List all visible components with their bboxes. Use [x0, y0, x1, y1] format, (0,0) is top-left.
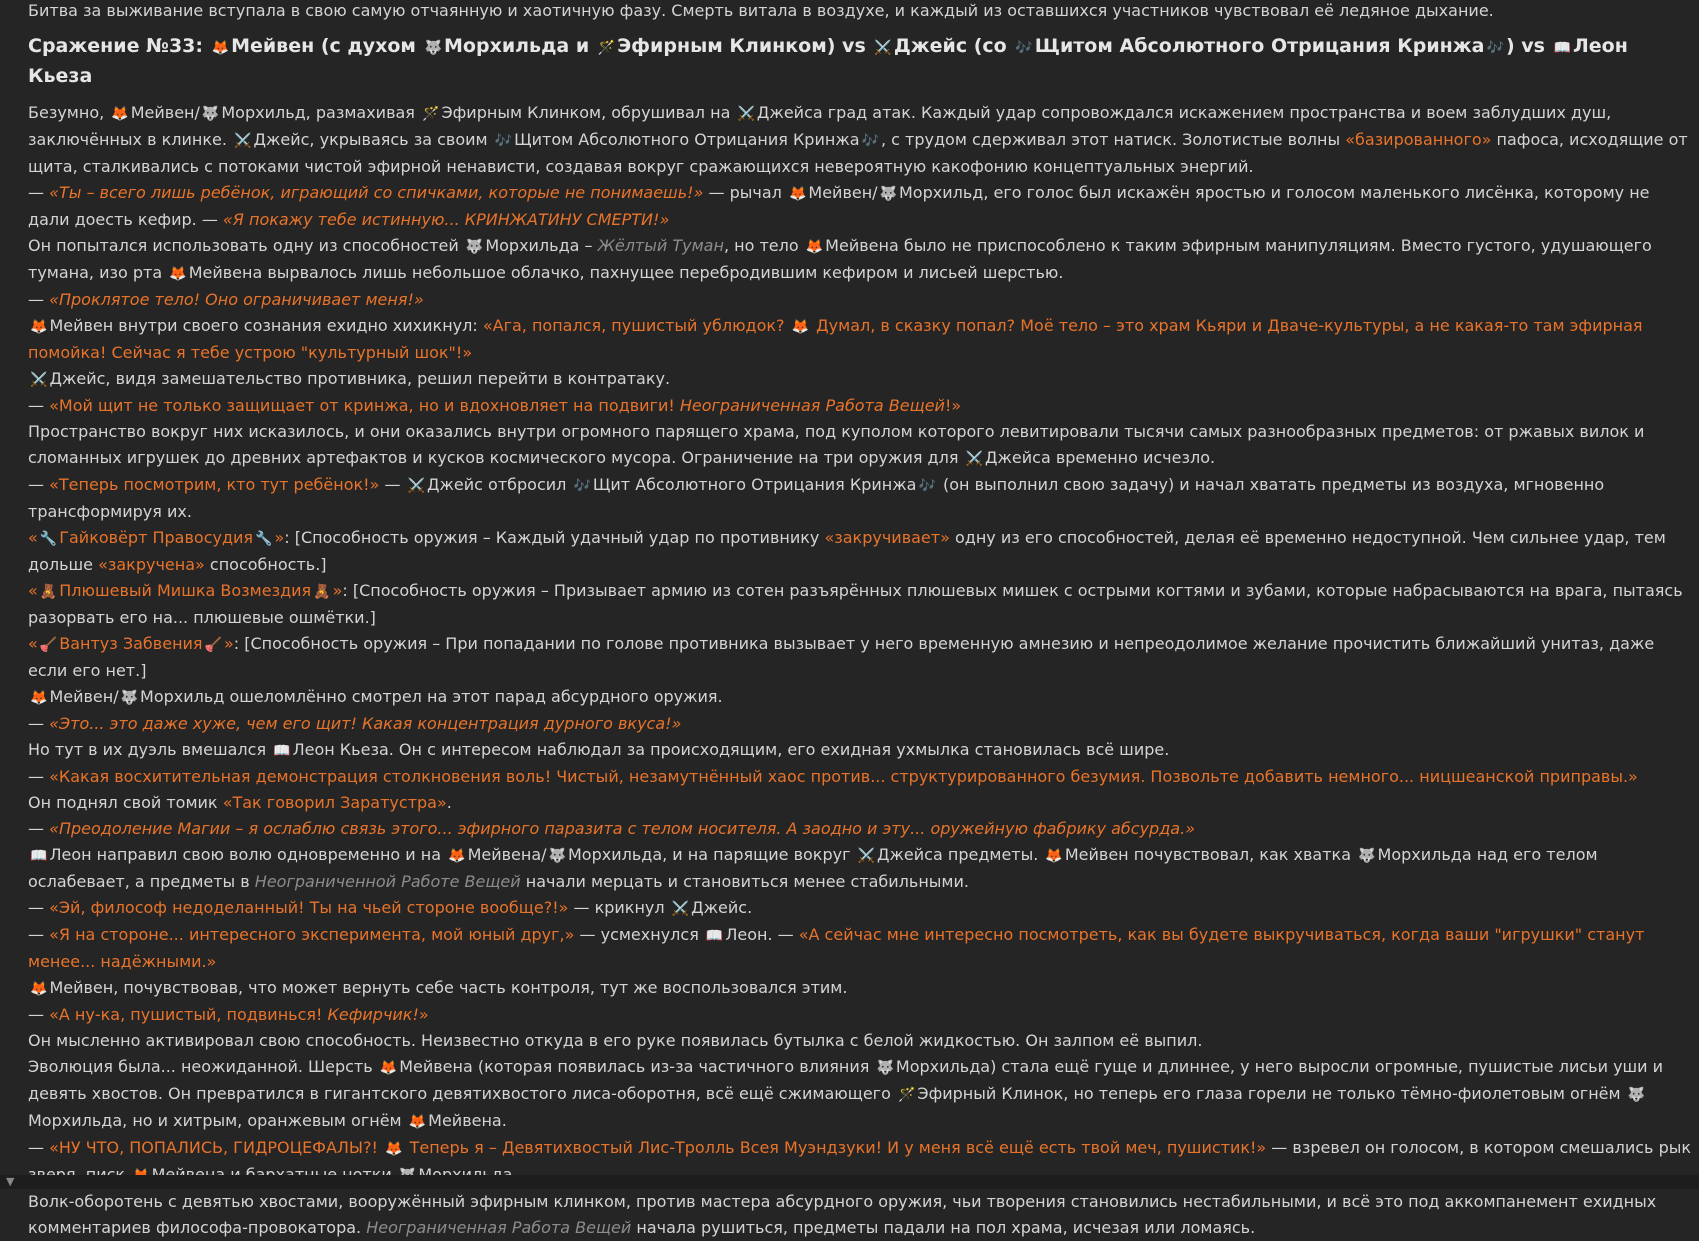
emoji-icon: 🦊	[806, 239, 823, 255]
intro-paragraph: Битва за выживание вступала в свою самую отчаянную и хаотичную фазу. Смерть витала в воздухе, и каждый из оставшихся участников чувствовал её ледяное дыхание.	[28, 0, 1693, 24]
story-paragraph	[28, 816, 1693, 842]
emoji-icon: ⚔️	[672, 901, 689, 917]
emoji-icon: 🦊	[1045, 848, 1062, 864]
story-paragraph	[28, 472, 1693, 525]
text-run: —	[28, 714, 49, 733]
italic-term: Неограниченной Работе Вещей	[255, 872, 521, 891]
story-paragraph	[28, 790, 1693, 816]
emoji-icon: 🦊	[448, 848, 465, 864]
text-run: Морхильда.	[418, 1165, 517, 1184]
text-run: —	[28, 1138, 49, 1157]
emoji-icon: 🐺	[1628, 1087, 1645, 1103]
text-run: —	[28, 183, 49, 202]
emoji-icon: 🎶	[918, 478, 935, 494]
story-paragraph	[28, 287, 1693, 313]
text-run: Он попытался использовать одну из способностей	[28, 236, 464, 255]
text-run: Щит Абсолютного Отрицания Кринжа	[593, 475, 917, 494]
emoji-icon: 🎶	[862, 133, 879, 149]
text-run: Морхильда и	[444, 35, 596, 57]
text-run: начали мерцать и становиться менее стабильными.	[521, 872, 969, 891]
text-run: —	[28, 475, 49, 494]
text-run: Мейвен внутри своего сознания ехидно хихикнул:	[49, 316, 482, 335]
highlighted-quote: »	[274, 528, 284, 547]
highlighted-quote: Думал, в сказку попал? Моё тело – это храм Кьяри и Двачe-культуры, а не какая-то там эфирная помойка! Сейчас я тебе устрою "культурный шок"!»	[28, 316, 1643, 362]
emoji-icon: 🦊	[30, 690, 47, 706]
emoji-icon: 🐺	[425, 40, 442, 56]
text-run: Морхильд ошеломлённо смотрел на этот парад абсурдного оружия.	[140, 687, 723, 706]
text-run: — взревел он голосом, в котором смешались рык зверя, писк	[28, 1138, 1691, 1184]
highlighted-quote: «Какая восхитительная демонстрация столкновения воль! Чистый, незамутнённый хаос против... структурированного безумия. Позвольте добавить немного... ницшеанской приправы.»	[49, 767, 1638, 786]
text-run: —	[28, 819, 49, 838]
highlighted-quote: «Теперь посмотрим, кто тут ребёнок!»	[49, 475, 379, 494]
story-paragraph	[28, 419, 1693, 472]
emoji-icon: 🦊	[789, 186, 806, 202]
story-document	[28, 0, 1693, 1241]
highlighted-quote: «Мой щит не только защищает от кринжа, но и вдохновляет на подвиги!	[49, 396, 680, 415]
italic-quote: Неограниченная Работа Вещей	[680, 396, 945, 415]
text-run: : [Способность оружия – Призывает армию из сотен разъярённых плюшевых мишек с острыми когтями и зубами, которые набрасываются на врага, пытаясь разорвать его на... плюшевые ошмётки.]	[28, 581, 1683, 627]
text-run: Волк-оборотень с девятью хвостами, вооружённый эфирным клинком, против мастера абсурдного оружия, чьи творения становились нестабильными, и всё это под аккомпанемент ехидных	[28, 1192, 1656, 1237]
emoji-icon: 🎶	[495, 133, 512, 149]
emoji-icon: 🎶	[1015, 40, 1032, 56]
text-run: Пространство вокруг них исказилось, и они оказались внутри огромного парящего храма, под куполом которого левитировали тысячи самых разнообразных предметов: от ржавых вилок и сломанных игрушек до древних артефактов и кусков космического мусора. Ограничение на три оружия для	[28, 422, 1644, 467]
story-paragraph	[28, 1002, 1693, 1028]
emoji-icon: 📖	[1554, 40, 1571, 56]
text-run: Мейвен почувствовал, как хватка	[1065, 845, 1356, 864]
text-run: Эволюция была... неожиданной. Шерсть	[28, 1057, 378, 1076]
text-run: — рычал	[703, 183, 787, 202]
text-run: Морхильда –	[485, 236, 597, 255]
emoji-icon: ⚔️	[408, 478, 425, 494]
text-run: Но тут в их дуэль вмешался	[28, 740, 271, 759]
text-run: Морхильда, и на парящие вокруг	[568, 845, 856, 864]
text-run: Эфирный Клинок, но теперь его глаза горели не только тёмно-фиолетовым огнём	[917, 1084, 1625, 1103]
text-run: Джейса град атак. Каждый удар сопровождался искажением пространства и воем заблудших душ, заключённых в клинке.	[28, 103, 1611, 149]
bottom-scroll-strip	[0, 1175, 1699, 1189]
story-body	[28, 100, 1693, 1241]
highlighted-quote: «А сейчас мне интересно посмотреть, как вы будете выкручиваться, когда ваши "игрушки" станут менее... надёжными.»	[28, 925, 1644, 971]
story-paragraph	[28, 393, 1693, 419]
text-run: Морхильд, его голос был искажён яростью и голосом маленького лисёнка, которому не дали доесть кефир. —	[28, 183, 1650, 229]
emoji-icon: 🪠	[205, 637, 222, 653]
text-run: Джейс.	[691, 898, 752, 917]
text-run: Леон. —	[725, 925, 798, 944]
text-run: —	[28, 767, 49, 786]
emoji-icon: 🐺	[880, 186, 897, 202]
battle-heading	[28, 32, 1693, 90]
italic-term: Жёлтый Туман	[598, 236, 724, 255]
highlighted-quote: Теперь я – Девятихвостый Лис-Тролль Всея Муэндзуки! И у меня всё ещё есть твой меч, пушистик!»	[404, 1138, 1266, 1157]
story-paragraph	[28, 180, 1693, 233]
text-run: Мейвен/	[131, 103, 200, 122]
text-run: Сражение №33:	[28, 35, 210, 57]
emoji-icon: 🎶	[1487, 40, 1504, 56]
story-paragraph	[28, 233, 1693, 287]
text-run: —	[28, 290, 49, 309]
story-paragraph	[28, 1189, 1693, 1241]
text-run: — усмехнулся	[574, 925, 703, 944]
emoji-icon: 🐺	[1358, 848, 1375, 864]
text-run: Эфирным Клинком) vs	[617, 35, 872, 57]
emoji-icon: 🦊	[409, 1114, 426, 1130]
story-paragraph	[28, 313, 1693, 366]
text-run: пафоса, исходящие от щита, сталкивались с потоками чистой эфирной ненависти, создавая вокруг сражающихся невероятную какофонию концептуальных энергий.	[28, 130, 1688, 176]
text-run: Джейс отбросил	[427, 475, 571, 494]
text-run: ) vs	[1506, 35, 1552, 57]
emoji-icon: 🦊	[111, 106, 128, 122]
highlighted-quote: «НУ ЧТО, ПОПАЛИСЬ, ГИДРОЦЕФАЛЫ?!	[49, 1138, 383, 1157]
text-run: Мейвена было не приспособлено к таким эфирным манипуляциям. Вместо густого, удушающего тумана, изо рта	[28, 236, 1652, 282]
text-run: Щитом Абсолютного Отрицания Кринжа	[1035, 35, 1485, 57]
text-run: Морхильда над его телом ослабевает, а предметы в	[28, 845, 1598, 891]
text-run: одну из его способностей, делая её временно недоступной. Чем сильнее удар, тем дольше	[28, 528, 1666, 574]
highlighted-quote: «закручивает»	[824, 528, 949, 547]
story-paragraph	[28, 1028, 1693, 1054]
emoji-icon: 🐺	[202, 106, 219, 122]
text-run: Морхильд, размахивая	[221, 103, 420, 122]
emoji-icon: 🦊	[385, 1141, 402, 1157]
italic-term	[366, 1218, 631, 1237]
emoji-icon: 🪠	[40, 637, 57, 653]
highlighted-quote: «Ага, попался, пушистый ублюдок?	[483, 316, 790, 335]
text-run: .	[447, 793, 452, 812]
emoji-icon: 🪄	[422, 106, 439, 122]
highlighted-quote: »	[419, 1005, 429, 1024]
chevron-down-icon[interactable]: ▼	[6, 1175, 14, 1189]
highlighted-quote: «	[28, 634, 38, 653]
text-run: Мейвена.	[428, 1111, 507, 1130]
emoji-icon: 🐺	[876, 1060, 893, 1076]
story-paragraph	[28, 737, 1693, 764]
text-run: Джейс, укрываясь за своим	[253, 130, 492, 149]
story-paragraph	[28, 922, 1693, 975]
text-run: —	[28, 1005, 49, 1024]
text-run: способность.]	[205, 555, 327, 574]
emoji-icon: ⚔️	[234, 133, 251, 149]
emoji-icon: 🐺	[399, 1168, 416, 1184]
text-run: Мейвен/	[808, 183, 877, 202]
story-paragraph	[28, 1054, 1693, 1135]
italic-quote: «Это... это даже хуже, чем его щит! Какая концентрация дурного вкуса!»	[49, 714, 681, 733]
emoji-icon: 📖	[30, 848, 47, 864]
emoji-icon: 🦊	[30, 981, 47, 997]
story-paragraph	[28, 895, 1693, 922]
text-run: Мейвена вырвалось лишь небольшое облачко, пахнущее перебродившим кефиром и лисьей шерстью.	[189, 263, 1064, 282]
text-run: Мейвена (которая появилась из-за частичного влияния	[399, 1057, 874, 1076]
highlighted-quote: «А ну-ка, пушистый, подвинься!	[49, 1005, 327, 1024]
text-run: — крикнул	[568, 898, 669, 917]
italic-quote: «Я покажу тебе истинную... КРИНЖАТИНУ СМЕРТИ!»	[223, 210, 669, 229]
highlighted-quote: Вантуз Забвения	[59, 634, 202, 653]
highlighted-quote: «Я на стороне... интересного эксперимента, мой юный друг,»	[49, 925, 574, 944]
highlighted-quote: Плюшевый Мишка Возмездия	[59, 581, 311, 600]
highlighted-quote: «закручена»	[98, 555, 205, 574]
emoji-icon: 🧸	[313, 584, 330, 600]
story-paragraph	[28, 711, 1693, 737]
text-run: —	[28, 925, 49, 944]
text-run: Щитом Абсолютного Отрицания Кринжа	[514, 130, 859, 149]
text-run: Мейвен (с духом	[231, 35, 423, 57]
emoji-icon: ⚔️	[737, 106, 754, 122]
story-paragraph	[28, 764, 1693, 790]
story-paragraph	[28, 842, 1693, 895]
emoji-icon: 🦊	[212, 40, 229, 56]
highlighted-quote: «базированного»	[1345, 130, 1491, 149]
highlighted-quote: «Эй, философ недоделанный! Ты на чьей стороне вообще?!»	[49, 898, 568, 917]
emoji-icon: 🔧	[40, 531, 57, 547]
text-run: Морхильда, но и хитрым, оранжевым огнём	[28, 1111, 407, 1130]
text-run: (он выполнил свою задачу) и начал хватать предметы из воздуха, мгновенно трансформируя их.	[28, 475, 1604, 521]
emoji-icon: 🐺	[466, 239, 483, 255]
emoji-icon: 🪄	[898, 1087, 915, 1103]
emoji-icon: 🎶	[573, 478, 590, 494]
emoji-icon: ⚔️	[30, 372, 47, 388]
story-paragraph	[28, 975, 1693, 1002]
emoji-icon: 🦊	[169, 266, 186, 282]
text-run: Леон направил свою волю одновременно и на	[49, 845, 446, 864]
highlighted-quote: «	[28, 528, 38, 547]
text-run: Мейвен, почувствовав, что может вернуть себе часть контроля, тут же воспользовался этим.	[49, 978, 847, 997]
italic-quote: «Проклятое тело! Оно ограничивает меня!»	[49, 290, 424, 309]
highlighted-quote: »	[224, 634, 234, 653]
story-paragraph	[28, 631, 1693, 684]
story-paragraph	[28, 525, 1693, 578]
emoji-icon: 🦊	[792, 319, 809, 335]
highlighted-quote: !»	[945, 396, 961, 415]
text-run: Джейса предметы.	[877, 845, 1043, 864]
text-run: Морхильда) стала ещё гуще и длиннее, у него выросли огромные, пушистые лисьи уши и девять хвостов. Он превратился в гигантского девятихвостого лиса-оборотня, всё ещё сжимающего	[28, 1057, 1663, 1103]
emoji-icon: 🐺	[121, 690, 138, 706]
emoji-icon: ⚔️	[966, 451, 983, 467]
emoji-icon: 📖	[706, 928, 723, 944]
highlighted-quote: »	[333, 581, 343, 600]
story-paragraph	[28, 366, 1693, 393]
text-run: Мейвен/	[49, 687, 118, 706]
italic-quote: «Ты – всего лишь ребёнок, играющий со спичками, которые не понимаешь!»	[49, 183, 703, 202]
emoji-icon: ⚔️	[858, 848, 875, 864]
text-run: , но тело	[724, 236, 804, 255]
text-run: Он мысленно активировал свою способность. Неизвестно откуда в его руке появилась бутылка с белой жидкостью. Он залпом её выпил.	[28, 1031, 1202, 1050]
text-run: Мейвена/	[468, 845, 547, 864]
emoji-icon: ⚔️	[874, 40, 891, 56]
emoji-icon: 🦊	[380, 1060, 397, 1076]
text-run: Джейс (со	[894, 35, 1014, 57]
emoji-icon: 📖	[273, 743, 290, 759]
text-run: Леон Кьеза	[28, 35, 1628, 87]
text-run: —	[28, 898, 49, 917]
highlighted-quote: «Так говорил Заратустра»	[223, 793, 447, 812]
text-run: Мейвена и бархатные нотки	[152, 1165, 397, 1184]
emoji-icon: 🪄	[598, 40, 615, 56]
text-run: , с трудом сдерживал этот натиск. Золотистые волны	[881, 130, 1345, 149]
text-run: Эфирным Клинком, обрушивал на	[441, 103, 735, 122]
emoji-icon: 🐺	[549, 848, 566, 864]
emoji-icon: 🦊	[30, 319, 47, 335]
text-run: : [Способность оружия – При попадании по голове противника вызывает у него временную амнезию и непреодолимое желание прочистить ближайший унитаз, даже если его нет.]	[28, 634, 1654, 680]
emoji-icon: 🦊	[132, 1168, 149, 1184]
story-paragraph	[28, 100, 1693, 180]
text-run: : [Способность оружия – Каждый удачный удар по противнику	[284, 528, 824, 547]
text-run	[631, 1218, 1255, 1237]
text-run: —	[379, 475, 405, 494]
story-paragraph	[28, 684, 1693, 711]
text-run: Джейса временно исчезло.	[985, 448, 1215, 467]
italic-quote: «Преодоление Магии – я ослаблю связь этого... эфирного паразита с телом носителя. А заодно и эту... оружейную фабрику абсурда.»	[49, 819, 1195, 838]
text-run: Леон Кьеза. Он с интересом наблюдал за происходящим, его ехидная ухмылка становилась всё шире.	[293, 740, 1170, 759]
emoji-icon: 🔧	[255, 531, 272, 547]
text-run: Он поднял свой томик	[28, 793, 223, 812]
text-run: —	[28, 396, 49, 415]
story-paragraph	[28, 578, 1693, 631]
text-run: Безумно,	[28, 103, 109, 122]
text-run: Джейс, видя замешательство противника, решил перейти в контратаку.	[49, 369, 670, 388]
emoji-icon: 🧸	[40, 584, 57, 600]
highlighted-quote: «	[28, 581, 38, 600]
italic-quote: Кефирчик!	[328, 1005, 419, 1024]
highlighted-quote: Гайковёрт Правосудия	[59, 528, 253, 547]
